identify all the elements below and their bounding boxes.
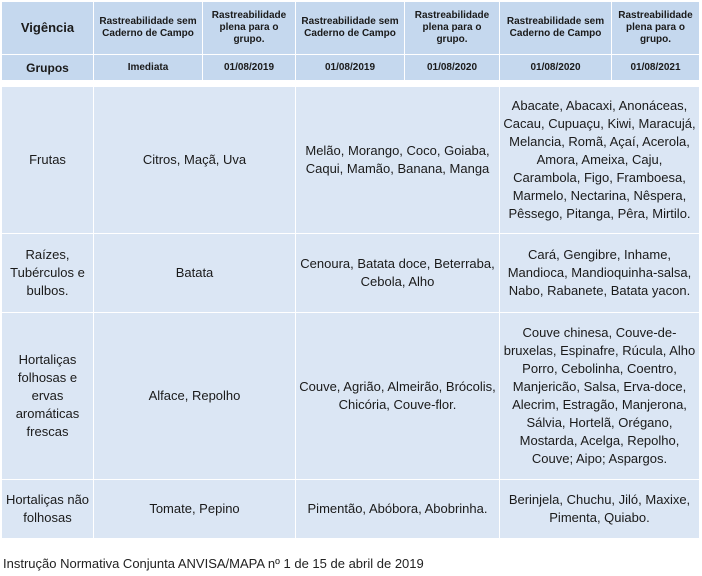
column-header: Rastreabilidade sem Caderno de Campo	[296, 2, 405, 55]
effective-date: 01/08/2019	[296, 55, 405, 81]
phase2-products-cell: Pimentão, Abóbora, Abobrinha.	[296, 480, 500, 539]
effective-date: 01/08/2019	[203, 55, 296, 81]
header-row	[2, 2, 700, 55]
table-row	[2, 480, 700, 539]
immediate-products-cell: Citros, Maçã, Uva	[94, 87, 296, 234]
effective-date: 01/08/2020	[405, 55, 500, 81]
group-name-cell: Frutas	[2, 87, 94, 234]
phase3-products-cell: Couve chinesa, Couve-de-bruxelas, Espinafre, Rúcula, Alho Porro, Cebolinha, Coentro, Manjericão, Salsa, Erva-doce, Alecrim, Estragão, Manjerona, Sálvia, Hortelã, Orégano, Mostarda, Acelga, Repolho, Couve; Aipo; Aspargos.	[500, 313, 700, 480]
group-name-cell: Hortaliças não folhosas	[2, 480, 94, 539]
table-row	[2, 87, 700, 234]
table-row	[2, 313, 700, 480]
table-row	[2, 234, 700, 313]
vigencia-header: Vigência	[2, 2, 94, 55]
phase2-products-cell: Melão, Morango, Coco, Goiaba, Caqui, Mamão, Banana, Manga	[296, 87, 500, 234]
immediate-products-cell: Alface, Repolho	[94, 313, 296, 480]
grupos-label: Grupos	[2, 55, 94, 81]
group-name-cell: Hortaliças folhosas e ervas aromáticas frescas	[2, 313, 94, 480]
grupos-row	[2, 55, 700, 81]
phase3-products-cell: Abacate, Abacaxi, Anonáceas, Cacau, Cupuaçu, Kiwi, Maracujá, Melancia, Romã, Açaí, Acerola, Amora, Ameixa, Caju, Carambola, Figo, Framboesa, Marmelo, Nectarina, Nêspera, Pêssego, Pitanga, Pêra, Mirtilo.	[500, 87, 700, 234]
column-header: Rastreabilidade sem Caderno de Campo	[94, 2, 203, 55]
phase3-products-cell: Cará, Gengibre, Inhame, Mandioca, Mandioquinha-salsa, Nabo, Rabanete, Batata yacon.	[500, 234, 700, 313]
immediate-products-cell: Tomate, Pepino	[94, 480, 296, 539]
effective-date: Imediata	[94, 55, 203, 81]
phase3-products-cell: Berinjela, Chuchu, Jiló, Maxixe, Pimenta, Quiabo.	[500, 480, 700, 539]
column-header: Rastreabilidade plena para o grupo.	[612, 2, 700, 55]
column-header: Rastreabilidade plena para o grupo.	[203, 2, 296, 55]
source-caption: Instrução Normativa Conjunta ANVISA/MAPA nº 1 de 15 de abril de 2019	[3, 556, 424, 571]
effective-date: 01/08/2021	[612, 55, 700, 81]
phase2-products-cell: Couve, Agrião, Almeirão, Brócolis, Chicória, Couve-flor.	[296, 313, 500, 480]
immediate-products-cell: Batata	[94, 234, 296, 313]
column-header: Rastreabilidade plena para o grupo.	[405, 2, 500, 55]
traceability-table	[1, 1, 700, 539]
group-name-cell: Raízes, Tubérculos e bulbos.	[2, 234, 94, 313]
effective-date: 01/08/2020	[500, 55, 612, 81]
phase2-products-cell: Cenoura, Batata doce, Beterraba, Cebola, Alho	[296, 234, 500, 313]
column-header: Rastreabilidade sem Caderno de Campo	[500, 2, 612, 55]
